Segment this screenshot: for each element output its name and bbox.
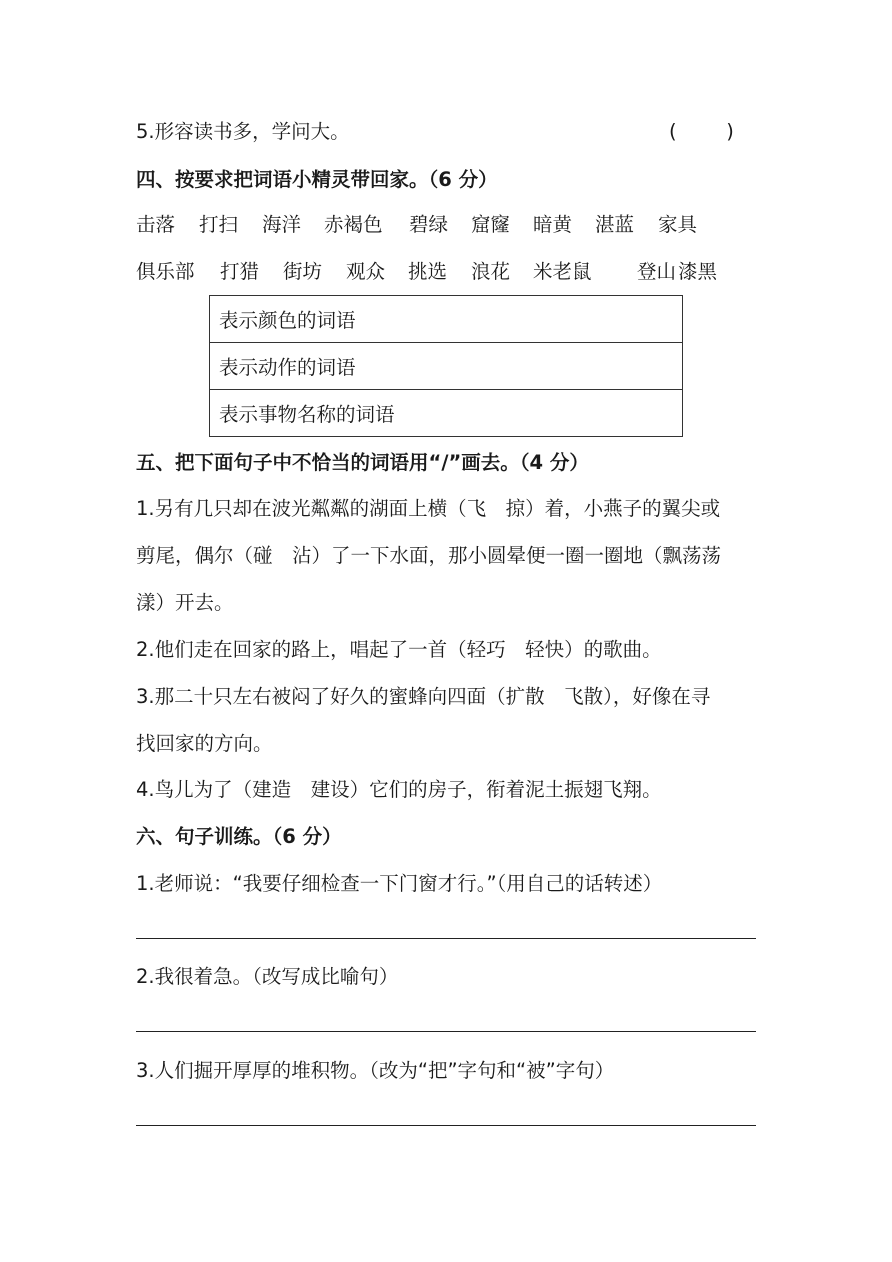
- word: 浪花: [471, 260, 511, 283]
- word: 湛蓝: [595, 213, 635, 236]
- s5-line: 剪尾，偶尔（碰 沾）了一下水面，那小圆晕便一圈一圈地（飘荡荡: [136, 544, 722, 567]
- word: 打扫: [199, 213, 239, 236]
- word: 米老鼠: [533, 260, 592, 283]
- word-row-1: [136, 212, 708, 238]
- answer-parentheses[interactable]: ( ): [669, 120, 734, 143]
- section-5-title: 五、把下面句子中不恰当的词语用“/”画去。（4 分）: [136, 451, 589, 474]
- answer-line[interactable]: [136, 938, 756, 939]
- word: 击落: [136, 213, 176, 236]
- word: 碧绿: [409, 213, 449, 236]
- answer-line[interactable]: [136, 1031, 756, 1032]
- s6-question-2: 2.我很着急。（改写成比喻句）: [136, 965, 399, 988]
- word-category-table: [209, 295, 683, 437]
- s5-line: 3.那二十只左右被闷了好久的蜜蜂向四面（扩散 飞散），好像在寻: [136, 685, 711, 708]
- word: 赤褐色: [324, 213, 383, 236]
- s5-line: 2.他们走在回家的路上，唱起了一首（轻巧 轻快）的歌曲。: [136, 638, 662, 661]
- word: 漆黑: [678, 260, 718, 283]
- s6-question-3: 3.人们掘开厚厚的堆积物。（改为“把”字句和“被”字句）: [136, 1059, 615, 1082]
- answer-line[interactable]: [136, 1125, 756, 1126]
- s5-line: 4.鸟儿为了（建造 建设）它们的房子，衔着泥土振翅飞翔。: [136, 778, 662, 801]
- word: 打猎: [220, 260, 260, 283]
- word-row-2: [136, 259, 728, 285]
- word: 海洋: [262, 213, 302, 236]
- section-4-title: 四、按要求把词语小精灵带回家。（6 分）: [136, 168, 498, 191]
- word: 家具: [658, 213, 698, 236]
- word: 观众: [346, 260, 386, 283]
- question-5: 5.形容读书多，学问大。: [136, 120, 350, 143]
- word: 窟窿: [471, 213, 511, 236]
- s5-line: 1.另有几只却在波光粼粼的湖面上横（飞 掠）着，小燕子的翼尖或: [136, 497, 721, 520]
- category-action[interactable]: 表示动作的词语: [210, 343, 683, 390]
- word: 挑选: [408, 260, 448, 283]
- word: 街坊: [283, 260, 323, 283]
- category-object[interactable]: 表示事物名称的词语: [210, 390, 683, 437]
- category-color[interactable]: 表示颜色的词语: [210, 296, 683, 343]
- word: 俱乐部: [136, 260, 195, 283]
- word: 暗黄: [533, 213, 573, 236]
- s6-question-1: 1.老师说：“我要仔细检查一下门窗才行。”（用自己的话转述）: [136, 872, 663, 895]
- section-6-title: 六、句子训练。（6 分）: [136, 825, 342, 848]
- s5-line: 漾）开去。: [136, 591, 234, 614]
- word: 登山: [637, 260, 677, 283]
- s5-line: 找回家的方向。: [136, 732, 273, 755]
